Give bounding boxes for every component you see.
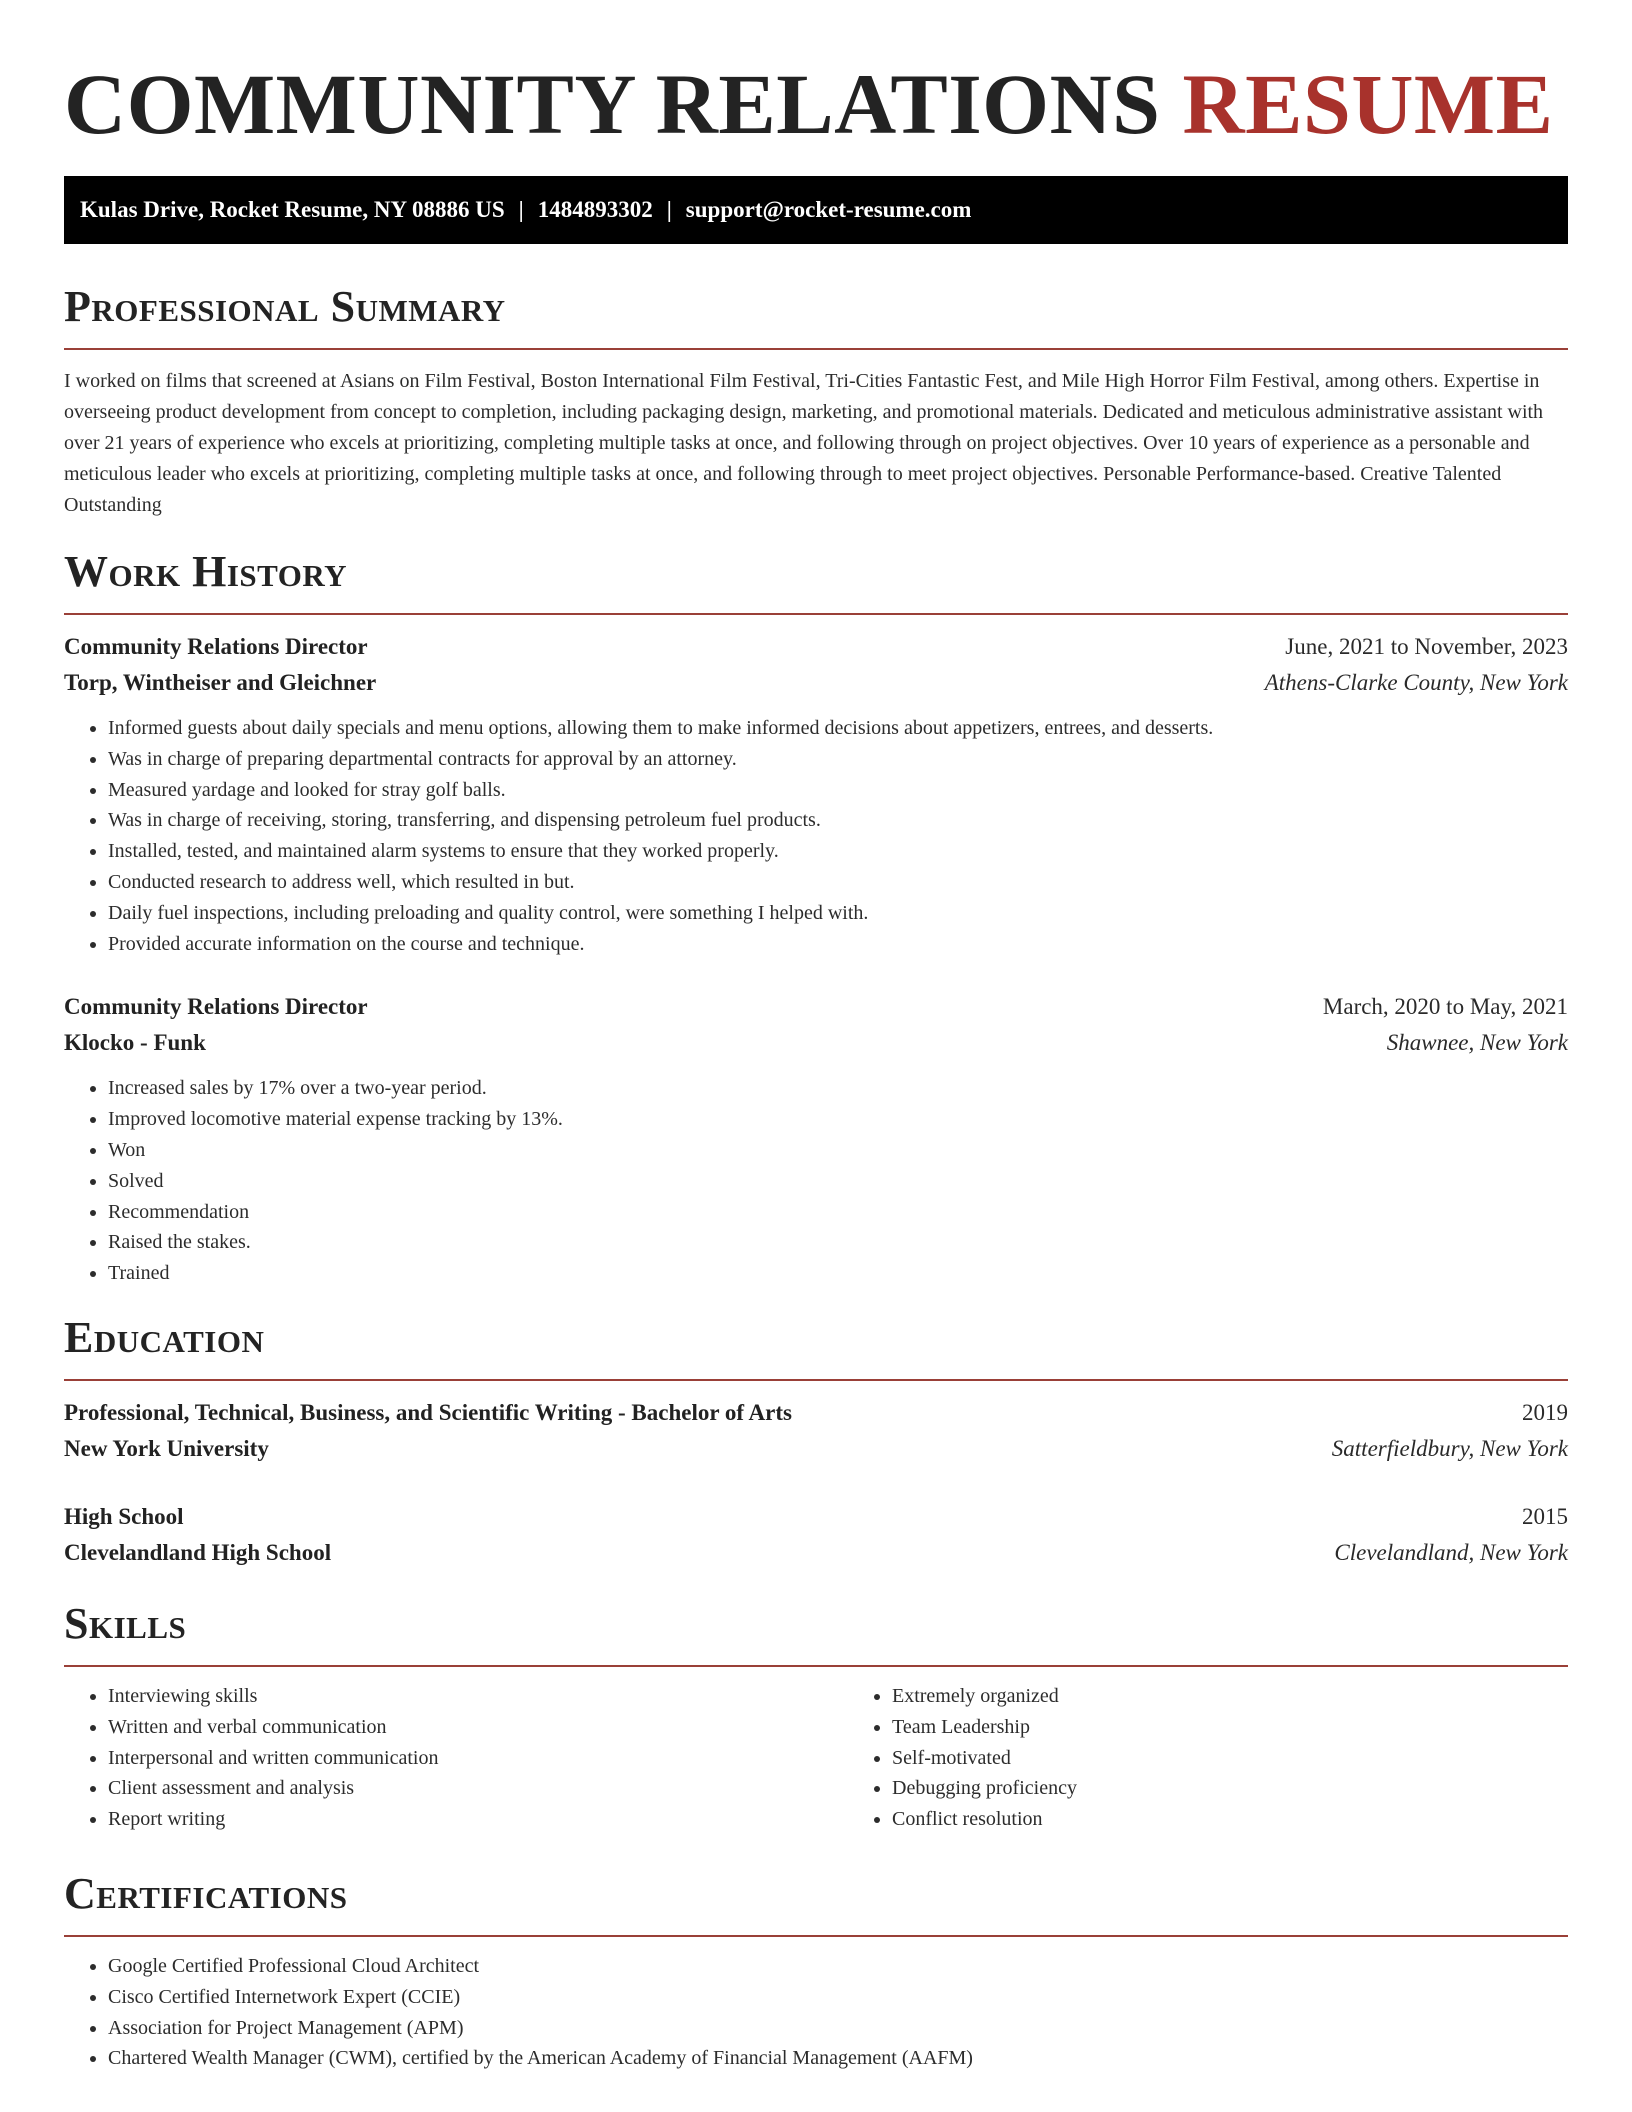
skill-item: • Written and verbal communication xyxy=(108,1712,848,1743)
job-dates: March, 2020 to May, 2021 xyxy=(1322,994,1568,1020)
job-header-row xyxy=(64,629,1568,665)
contact-address: Kulas Drive, Rocket Resume, NY 08886 US xyxy=(80,197,505,222)
title-main: COMMUNITY RELATIONS xyxy=(64,56,1161,152)
job-dates: June, 2021 to November, 2023 xyxy=(1285,634,1568,659)
certifications-heading: Certifications xyxy=(64,1868,348,1918)
certifications-list xyxy=(64,1951,1568,2074)
skills-list-right xyxy=(848,1681,1568,1835)
certification-item: • Association for Project Management (APM) xyxy=(108,2013,1568,2044)
contact-email: support@rocket-resume.com xyxy=(685,197,972,222)
education-location: Satterfieldbury, New York xyxy=(1331,1435,1568,1461)
job-bullet: • Increased sales by 17% over a two-year period. xyxy=(108,1073,1568,1104)
skill-item: • Report writing xyxy=(108,1804,848,1835)
job-bullets xyxy=(64,1073,1568,1289)
skill-item: • Team Leadership xyxy=(892,1712,1568,1743)
skill-item: • Interviewing skills xyxy=(108,1681,848,1712)
job-bullets xyxy=(64,713,1568,959)
section-divider xyxy=(64,1379,1568,1381)
section-divider xyxy=(64,1935,1568,1937)
job-bullet: • Trained xyxy=(108,1258,1568,1289)
skill-item: • Self-motivated xyxy=(892,1743,1568,1774)
education-degree: High School xyxy=(64,1503,184,1529)
work-history-heading: Work History xyxy=(64,547,348,596)
section-divider xyxy=(64,348,1568,350)
job-bullet: • Provided accurate information on the course and technique. xyxy=(108,929,1568,960)
contact-separator: | xyxy=(518,197,524,222)
education-degree-row xyxy=(64,1499,1568,1535)
education-year: 2015 xyxy=(1522,1503,1568,1529)
job-bullet: • Solved xyxy=(108,1166,1568,1197)
job-header-row xyxy=(64,989,1568,1025)
job-company-row xyxy=(64,665,1568,701)
education-location: Clevelandland, New York xyxy=(1334,1539,1568,1565)
job-bullet: • Was in charge of receiving, storing, transferring, and dispensing petroleum fuel products. xyxy=(108,805,1568,836)
title-accent: RESUME xyxy=(1182,56,1554,152)
job-bullet: • Measured yardage and looked for stray golf balls. xyxy=(108,775,1568,806)
education-school: Clevelandland High School xyxy=(64,1539,332,1565)
job-title: Community Relations Director xyxy=(64,994,368,1020)
job-entry xyxy=(64,989,1568,1289)
job-bullet: • Recommendation xyxy=(108,1197,1568,1228)
contact-phone: 1484893302 xyxy=(537,197,653,222)
education-heading: Education xyxy=(64,1312,265,1362)
skill-item: • Conflict resolution xyxy=(892,1804,1568,1835)
section-divider xyxy=(64,613,1568,615)
job-bullet: • Improved locomotive material expense tracking by 13%. xyxy=(108,1104,1568,1135)
job-entry xyxy=(64,629,1568,959)
job-bullet: • Conducted research to address well, which resulted in but. xyxy=(108,867,1568,898)
education-entry xyxy=(64,1395,1568,1467)
summary-heading: Professional Summary xyxy=(64,282,506,331)
job-bullet: • Informed guests about daily specials and menu options, allowing them to make informed decisions about appetizers, entrees, and desserts. xyxy=(108,713,1568,744)
job-company: Torp, Wintheiser and Gleichner xyxy=(64,670,377,695)
skill-item: • Extremely organized xyxy=(892,1681,1568,1712)
education-school: New York University xyxy=(64,1435,269,1461)
education-school-row xyxy=(64,1431,1568,1467)
job-bullet: • Daily fuel inspections, including preloading and quality control, were something I helped with. xyxy=(108,898,1568,929)
skill-item: • Client assessment and analysis xyxy=(108,1773,848,1804)
skills-list-left xyxy=(64,1681,848,1835)
certification-item: • Cisco Certified Internetwork Expert (CCIE) xyxy=(108,1982,1568,2013)
education-degree-row xyxy=(64,1395,1568,1431)
summary-text: I worked on films that screened at Asians on Film Festival, Boston International Film Festival, Tri-Cities Fantastic Fest, and Mile High Horror Film Festival, among others. Expertise in overseeing product development from concept to completion, including packaging design, marketing, and promotional materials. Dedicated and meticulous administrative assistant with over 21 years of experience who excels at prioritizing, completing multiple tasks at once, and following through on project objectives. Over 10 years of experience as a personable and meticulous leader who excels at prioritizing, completing multiple tasks at once, and following through to meet project objectives. Personable Performance-based. Creative Talented Outstanding xyxy=(64,370,1544,516)
resume-title xyxy=(64,0,1568,150)
skill-item: • Debugging proficiency xyxy=(892,1773,1568,1804)
contact-separator: | xyxy=(666,197,672,222)
skills-grid xyxy=(64,1681,1568,1835)
job-bullet: • Was in charge of preparing departmental contracts for approval by an attorney. xyxy=(108,744,1568,775)
education-degree: Professional, Technical, Business, and Scientific Writing - Bachelor of Arts xyxy=(64,1399,792,1425)
skills-heading: Skills xyxy=(64,1598,187,1648)
job-bullet: • Installed, tested, and maintained alarm systems to ensure that they worked properly. xyxy=(108,836,1568,867)
contact-bar xyxy=(64,176,1568,244)
job-company: Klocko - Funk xyxy=(64,1030,206,1056)
skill-item: • Interpersonal and written communication xyxy=(108,1743,848,1774)
education-entry xyxy=(64,1499,1568,1571)
certification-item: • Chartered Wealth Manager (CWM), certified by the American Academy of Financial Management (AAFM) xyxy=(108,2043,1568,2074)
job-location: Shawnee, New York xyxy=(1386,1030,1568,1056)
education-school-row xyxy=(64,1535,1568,1571)
education-year: 2019 xyxy=(1522,1399,1568,1425)
certification-item: • Google Certified Professional Cloud Architect xyxy=(108,1951,1568,1982)
job-company-row xyxy=(64,1025,1568,1061)
job-title: Community Relations Director xyxy=(64,634,368,659)
job-bullet: • Won xyxy=(108,1135,1568,1166)
section-divider xyxy=(64,1665,1568,1667)
job-location: Athens-Clarke County, New York xyxy=(1264,670,1568,695)
job-bullet: • Raised the stakes. xyxy=(108,1227,1568,1258)
